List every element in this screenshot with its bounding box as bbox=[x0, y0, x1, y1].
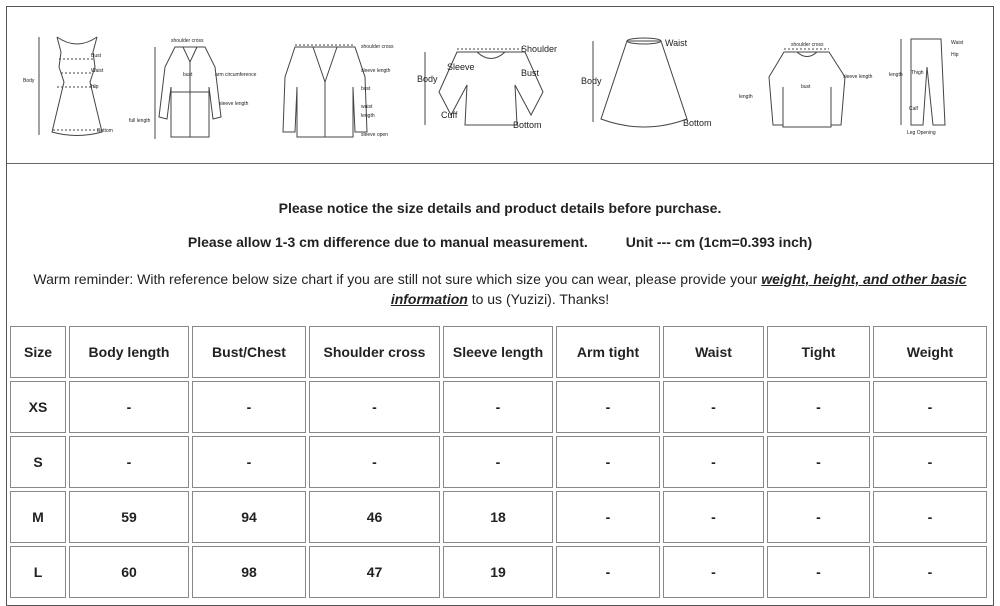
table-row bbox=[10, 491, 987, 543]
blazer-diagram bbox=[265, 7, 415, 163]
table-cell: - bbox=[192, 436, 306, 488]
crop-top-label-bust: Bust bbox=[521, 68, 540, 78]
table-cell: - bbox=[556, 436, 660, 488]
coat-label-sleeve-length: sleeve length bbox=[219, 101, 249, 107]
table-cell: XS bbox=[10, 381, 66, 433]
notice-measurement bbox=[0, 234, 1000, 250]
header-shoulder-cross: Shoulder cross bbox=[309, 326, 440, 378]
blazer-label-shoulder-cross: shoulder cross bbox=[361, 44, 394, 50]
table-cell: 47 bbox=[309, 546, 440, 598]
dress-label-waist: Waist bbox=[91, 68, 104, 74]
table-row bbox=[10, 381, 987, 433]
unit-text: Unit --- cm (1cm=0.393 inch) bbox=[625, 234, 813, 250]
crop-top-diagram bbox=[417, 7, 577, 163]
dress-label-body: Body bbox=[23, 78, 35, 84]
pants-label-leg-opening: Leg Opening bbox=[907, 130, 936, 136]
header-tight: Tight bbox=[767, 326, 870, 378]
header-arm-tight: Arm tight bbox=[556, 326, 660, 378]
table-cell: 19 bbox=[443, 546, 553, 598]
coat-label-arm-circumference: arm circumference bbox=[215, 72, 257, 78]
pants-diagram bbox=[889, 7, 989, 163]
table-cell: 59 bbox=[69, 491, 189, 543]
table-cell: - bbox=[873, 491, 987, 543]
sweater-label-shoulder-cross: shoulder cross bbox=[791, 42, 824, 48]
warm-reminder-emphasis: weight, height, and other basic information bbox=[390, 271, 967, 307]
table-cell: 60 bbox=[69, 546, 189, 598]
warm-reminder-suffix: to us (Yuzizi). Thanks! bbox=[467, 291, 610, 307]
table-cell: - bbox=[767, 436, 870, 488]
table-cell: - bbox=[192, 381, 306, 433]
table-cell: - bbox=[873, 436, 987, 488]
pants-label-calf: Calf bbox=[909, 106, 918, 112]
skirt-label-waist: Waist bbox=[665, 38, 688, 48]
table-cell: - bbox=[663, 381, 764, 433]
table-header-row bbox=[10, 326, 987, 378]
table-cell: 46 bbox=[309, 491, 440, 543]
coat-label-bust: bust bbox=[183, 72, 193, 78]
table-cell: - bbox=[663, 546, 764, 598]
blazer-label-length: length bbox=[361, 113, 375, 119]
table-cell: 18 bbox=[443, 491, 553, 543]
header-weight: Weight bbox=[873, 326, 987, 378]
warm-reminder bbox=[0, 269, 1000, 309]
skirt-label-bottom: Bottom bbox=[683, 118, 712, 128]
table-cell: - bbox=[443, 381, 553, 433]
blazer-label-bust: bust bbox=[361, 86, 371, 92]
table-cell: - bbox=[69, 381, 189, 433]
table-row bbox=[10, 436, 987, 488]
pants-label-hip: Hip bbox=[951, 52, 959, 58]
blazer-icon bbox=[265, 7, 415, 163]
sweater-label-sleeve-length: sleeve length bbox=[843, 74, 873, 80]
crop-top-label-sleeve: Sleeve bbox=[447, 62, 475, 72]
table-cell: - bbox=[309, 381, 440, 433]
sweater-label-length: length bbox=[739, 94, 753, 100]
crop-top-label-bottom: Bottom bbox=[513, 120, 542, 130]
table-cell: - bbox=[556, 381, 660, 433]
pants-icon bbox=[889, 7, 989, 163]
header-sleeve-length: Sleeve length bbox=[443, 326, 553, 378]
pants-label-waist: Waist bbox=[951, 40, 964, 46]
dress-label-bottom: Bottom bbox=[97, 128, 113, 134]
table-cell: - bbox=[767, 546, 870, 598]
warm-reminder-prefix: Warm reminder: With reference below size chart if you are still not sure which size you can wear, please provide your bbox=[33, 271, 762, 287]
table-cell: 98 bbox=[192, 546, 306, 598]
crop-top-label-shoulder: Shoulder bbox=[521, 44, 558, 54]
dress-label-bust: Bust bbox=[91, 53, 102, 59]
table-cell: - bbox=[69, 436, 189, 488]
table-cell: M bbox=[10, 491, 66, 543]
table-cell: - bbox=[556, 491, 660, 543]
dress-diagram bbox=[17, 7, 127, 163]
table-cell: - bbox=[767, 381, 870, 433]
table-cell: - bbox=[663, 491, 764, 543]
crop-top-label-body: Body bbox=[417, 74, 438, 84]
table-cell: - bbox=[767, 491, 870, 543]
measurement-diagram-strip bbox=[7, 7, 993, 164]
size-chart-table bbox=[7, 323, 990, 601]
dress-icon bbox=[17, 7, 127, 163]
table-cell: - bbox=[556, 546, 660, 598]
table-cell: 94 bbox=[192, 491, 306, 543]
sweater-diagram bbox=[729, 7, 889, 163]
crop-top-label-cuff: Cuff bbox=[441, 110, 458, 120]
pants-label-thigh: Thigh bbox=[911, 70, 924, 76]
table-cell: - bbox=[663, 436, 764, 488]
table-cell: - bbox=[443, 436, 553, 488]
table-cell: - bbox=[309, 436, 440, 488]
dress-label-hip: Hip bbox=[91, 84, 99, 90]
skirt-diagram bbox=[579, 7, 729, 163]
table-cell: S bbox=[10, 436, 66, 488]
header-bust-chest: Bust/Chest bbox=[192, 326, 306, 378]
header-waist: Waist bbox=[663, 326, 764, 378]
coat-icon bbox=[125, 7, 265, 163]
table-cell: - bbox=[873, 381, 987, 433]
blazer-label-sleeve-length: sleeve length bbox=[361, 68, 391, 74]
table-row bbox=[10, 546, 987, 598]
coat-label-full-length: full length bbox=[129, 118, 151, 124]
sweater-label-bust: bust bbox=[801, 84, 811, 90]
header-body-length: Body length bbox=[69, 326, 189, 378]
crop-top-icon bbox=[417, 7, 577, 163]
measurement-difference-text: Please allow 1-3 cm difference due to manual measurement. bbox=[187, 234, 588, 250]
blazer-label-waist: waist bbox=[361, 104, 373, 110]
table-cell: L bbox=[10, 546, 66, 598]
header-size: Size bbox=[10, 326, 66, 378]
blazer-label-sleeve-open: sleeve open bbox=[361, 132, 388, 138]
coat-label-shoulder-cross: shoulder cross bbox=[171, 38, 204, 44]
table-cell: - bbox=[873, 546, 987, 598]
pants-label-length: length bbox=[889, 72, 903, 78]
coat-diagram bbox=[125, 7, 265, 163]
skirt-label-body: Body bbox=[581, 76, 602, 86]
notice-purchase: Please notice the size details and product details before purchase. bbox=[278, 200, 722, 216]
